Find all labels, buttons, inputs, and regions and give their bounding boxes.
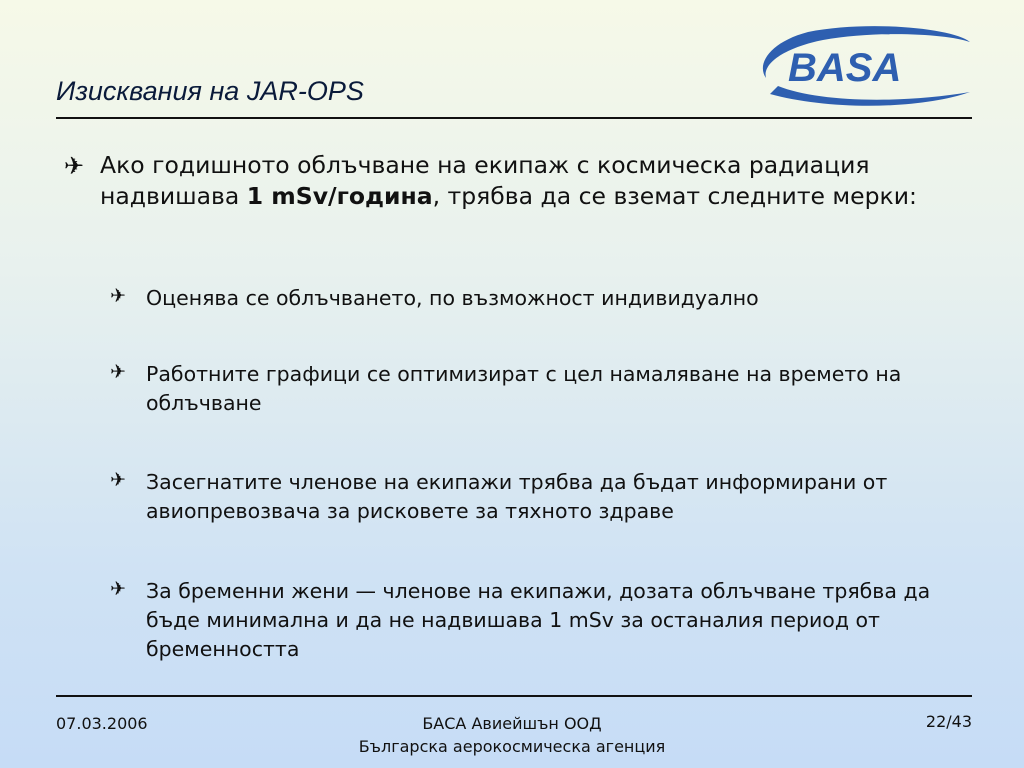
footer-company-subtitle: Българска аерокосмическа агенция bbox=[358, 737, 666, 756]
footer-date: 07.03.2006 bbox=[56, 714, 148, 733]
basa-logo bbox=[748, 20, 974, 110]
sub-bullet bbox=[110, 577, 970, 664]
sub-bullet bbox=[110, 360, 970, 418]
footer-company-name: БАСА Авиейшън ООД bbox=[422, 714, 602, 733]
page-number: 22/43 bbox=[925, 712, 972, 731]
slide-title: Изисквания на JAR-OPS bbox=[56, 76, 364, 106]
footer-divider bbox=[56, 695, 972, 697]
airplane-icon: ✈ bbox=[64, 152, 85, 180]
footer-company bbox=[300, 712, 724, 758]
sub-bullet bbox=[110, 468, 970, 526]
sub-bullet-text: Работните графици се оптимизират с цел намаляване на времето на облъчване bbox=[146, 362, 902, 415]
main-bullet-bold-value: 1 mSv/година bbox=[246, 182, 433, 210]
airplane-icon: ✈ bbox=[110, 469, 126, 491]
basa-logo-graphic bbox=[748, 20, 974, 110]
main-bullet-text-part: , трябва да се вземат следните мерки: bbox=[432, 182, 917, 210]
main-bullet-text bbox=[100, 150, 944, 212]
logo-text: BASA bbox=[788, 46, 902, 90]
sub-bullet bbox=[110, 284, 970, 313]
airplane-icon: ✈ bbox=[110, 578, 126, 600]
title-divider bbox=[56, 117, 972, 119]
main-bullet-text-part: Ако годишното облъчване на екипаж с космическа радиация надвишава bbox=[100, 151, 870, 210]
sub-bullet-text: Засегнатите членове на екипажи трябва да бъдат информирани от авиопревозвача за рисковете за тяхното здраве bbox=[146, 470, 888, 523]
sub-bullet-text: За бременни жени — членове на екипажи, дозата облъчване трябва да бъде минимална и да не надвишава 1 mSv за останалия период от бременността bbox=[146, 579, 931, 661]
sub-bullet-text: Оценява се облъчването, по възможност индивидуално bbox=[146, 286, 759, 310]
main-bullet bbox=[64, 150, 944, 212]
airplane-icon: ✈ bbox=[110, 285, 126, 307]
airplane-icon: ✈ bbox=[110, 361, 126, 383]
